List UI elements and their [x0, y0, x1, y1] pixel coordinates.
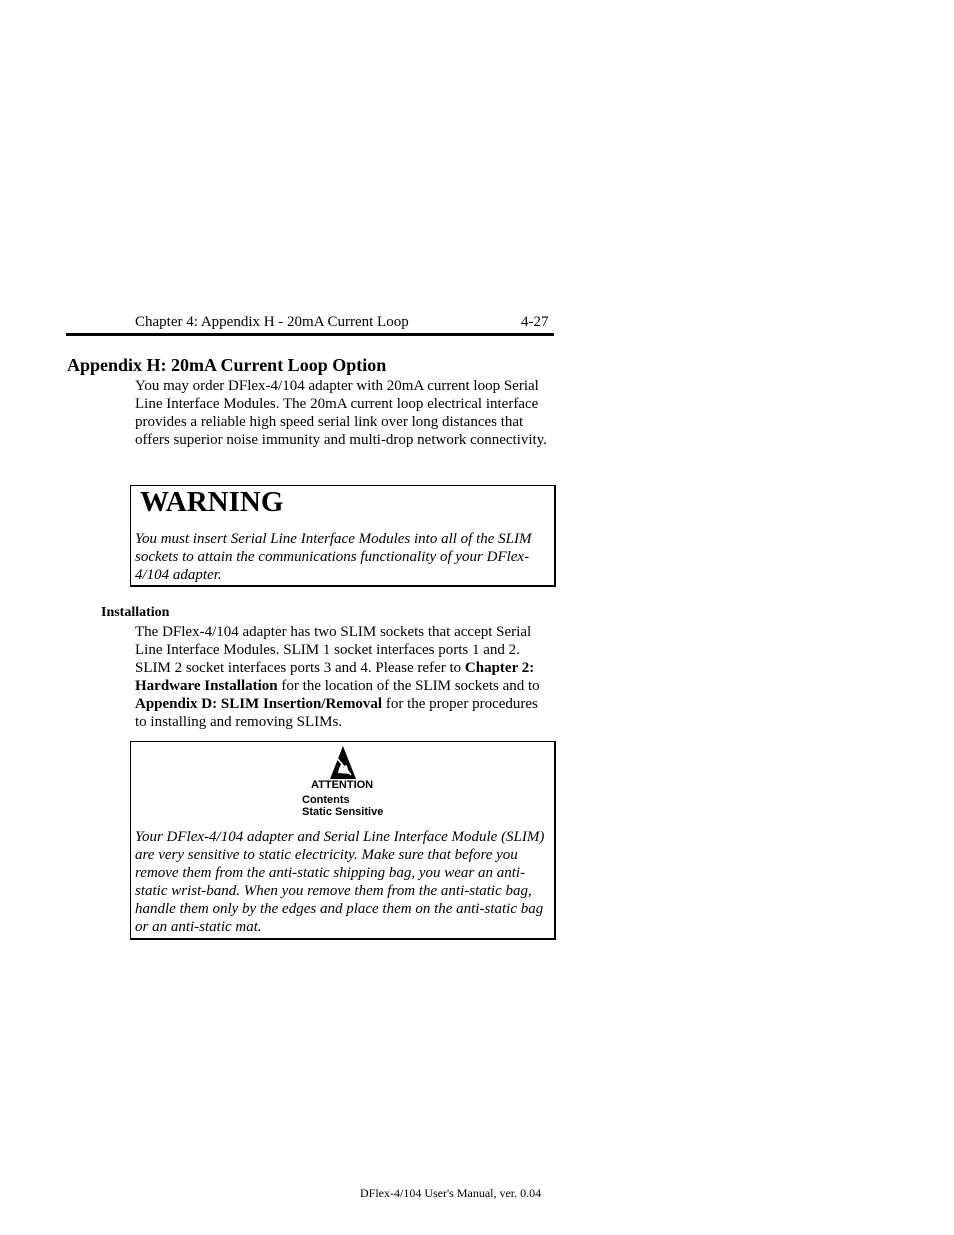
- warning-title: WARNING: [140, 486, 284, 518]
- warning-text: You must insert Serial Line Interface Modules into all of the SLIM sockets to attain the communications functionality of your DFlex-4/104 adapter.: [135, 531, 532, 583]
- installation-text-2: for the location of the SLIM sockets and to: [277, 678, 540, 694]
- installation-heading: Installation: [101, 605, 170, 620]
- appendix-d-reference: Appendix D: SLIM Insertion/Removal: [135, 696, 383, 712]
- installation-text-3: for the proper procedures to installing and removing SLIMs.: [135, 696, 538, 730]
- installation-text-1: The DFlex-4/104 adapter has two SLIM sockets that accept Serial Line Interface Modules. SLIM 1 socket interfaces ports 1 and 2. SLIM 2 socket interfaces ports 3 and 4. Please refer to: [135, 624, 532, 676]
- attention-contents-label: Contents: [302, 794, 350, 806]
- installation-paragraph: [135, 623, 551, 731]
- page-footer: DFlex-4/104 User's Manual, ver. 0.04: [360, 1186, 542, 1200]
- attention-static-sensitive-label: Static Sensitive: [302, 806, 384, 818]
- running-header-chapter: Chapter 4: Appendix H - 20mA Current Loop: [135, 314, 409, 330]
- attention-text: Your DFlex-4/104 adapter and Serial Line Interface Module (SLIM) are very sensitive to static electricity. Make sure that before you remove them from the anti-static shipping bag, you wear an anti-static wrist-band. When you remove them from the anti-static bag, handle them only by the edges and place them on the anti-static bag or an anti-static mat.: [135, 829, 545, 935]
- running-header-page-number: 4-27: [521, 314, 549, 330]
- esd-warning-icon: [329, 745, 357, 781]
- intro-paragraph: You may order DFlex-4/104 adapter with 20mA current loop Serial Line Interface Modules. The 20mA current loop electrical interface provides a reliable high speed serial link over long distances that offers superior noise immunity and multi-drop network connectivity.: [135, 378, 548, 448]
- attention-label: ATTENTION: [311, 779, 374, 791]
- section-title: Appendix H: 20mA Current Loop Option: [67, 355, 387, 375]
- chapter-2-reference: Chapter 2: Hardware Installation: [135, 660, 535, 694]
- header-rule: [66, 333, 554, 336]
